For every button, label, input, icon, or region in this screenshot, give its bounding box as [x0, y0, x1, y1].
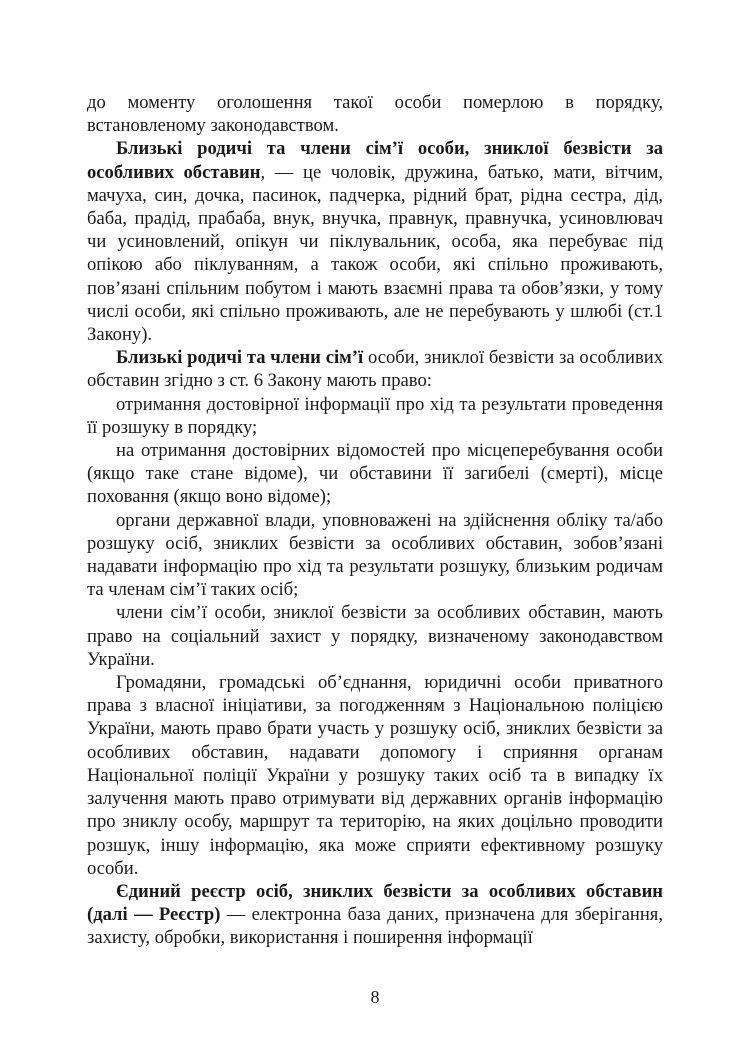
paragraph-9 [87, 880, 663, 950]
paragraph-2 [87, 137, 663, 346]
paragraph-2-term: Близькі родичі та члени сім’ї особи, зниклої безвісти за особливих обставин [87, 138, 663, 183]
paragraph-6-text: органи державної влади, уповноважені на здійснення обліку та/або розшуку осіб, зниклих безвісти за особливих обставин, зобов’язані надавати інформацію про хід та результати розшуку, близьким родичам та членам сім’ї таких осіб; [87, 509, 663, 601]
paragraph-6 [87, 509, 663, 602]
paragraph-7-text: члени сім’ї особи, зниклої безвісти за особливих обставин, мають право на соціальний захист у порядку, визначеному законодавством України. [87, 602, 663, 670]
paragraph-5 [87, 439, 663, 509]
paragraph-3 [87, 346, 663, 392]
paragraph-1-text: до моменту оголошення такої особи померлою в порядку, встановленому законодавством. [87, 92, 663, 137]
paragraph-3-text: особи, зниклої безвісти за особливих обставин згідно з ст. 6 Закону мають право: [87, 347, 663, 392]
paragraph-3-term: Близькі родичі та члени сім’ї [116, 347, 364, 369]
paragraph-9-text: — електронна база даних, призначена для зберігання, захисту, обробки, використання і поширення інформації [87, 904, 663, 949]
paragraph-9-term: Єдиний реєстр осіб, зниклих безвісти за особливих обставин (далі — Реєстр) [87, 880, 663, 926]
paragraph-7 [87, 601, 663, 671]
paragraph-8-text: Громадяни, громадські об’єднання, юридичні особи приватного права з власної ініціативи, за погодженням з Національною поліцією України, мають право брати участь у розшуку осіб, зниклих безвісти за особливих обставин, надавати допомогу і сприяння органам Національної поліції України у розшуку таких осіб та в випадку їх залучення мають право отримувати від державних органів інформацію про зниклу особу, маршрут та територію, на яких доцільно проводити розшук, іншу інформацію, яка може сприяти ефективному розшуку особи. [87, 672, 663, 879]
page-number: 8 [370, 987, 380, 1007]
paragraph-1 [87, 91, 663, 137]
paragraph-4 [87, 393, 663, 439]
paragraph-8 [87, 671, 663, 880]
paragraph-4-text: отримання достовірної інформації про хід та результати проведення її розшуку в порядку; [87, 393, 663, 438]
paragraph-5-text: на отримання достовірних відомостей про місцеперебування особи (якщо таке стане відоме), чи обставини її загибелі (смерті), місце поховання (якщо воно відоме); [87, 440, 663, 508]
paragraph-2-text: , — це чоловік, дружина, батько, мати, вітчим, мачуха, син, дочка, пасинок, падчерка, рідний брат, рідна сестра, дід, баба, прадід, прабаба, внук, внучка, правнук, правнучка, усиновлювач чи усиновлений, опікун чи піклувальник, особа, яка перебуває під опікою або піклуванням, а також особи, які спільно проживають, пов’язані спільним побутом і мають взаємні права та обов’язки, у тому числі особи, які спільно проживають, але не перебувають у шлюбі (ст.1 Закону). [87, 161, 663, 346]
document-body [87, 91, 663, 950]
